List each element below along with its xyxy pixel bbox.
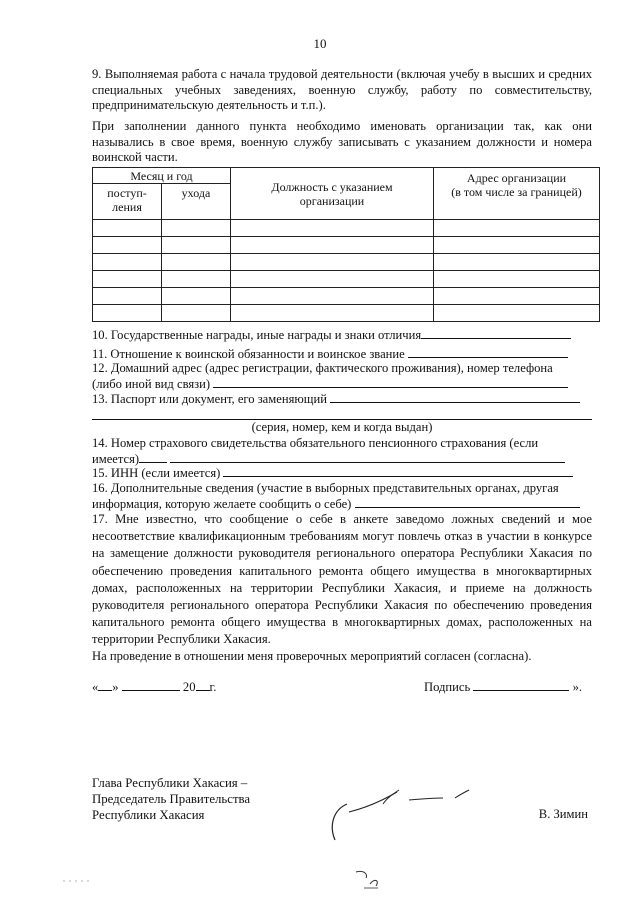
item-16-label: информация, которую желаете сообщить о себе) (92, 497, 352, 511)
item-11-label: 11. Отношение к воинской обязанности и воинское звание (92, 347, 405, 361)
signature-label: Подпись (424, 680, 471, 694)
table-row (93, 254, 600, 271)
cell-address[interactable] (434, 220, 600, 237)
additional-info-field[interactable] (355, 496, 580, 508)
date-line (92, 679, 216, 696)
signature-field[interactable] (473, 679, 569, 691)
date-year-prefix: 20 (182, 680, 196, 694)
inn-field[interactable] (223, 465, 573, 477)
cell-exit[interactable] (162, 237, 231, 254)
cell-exit[interactable] (162, 220, 231, 237)
cell-entry[interactable] (93, 288, 162, 305)
header-position: Должность с указанием организации (231, 168, 434, 220)
signer-name: В. Зимин (538, 807, 588, 821)
cell-entry[interactable] (93, 305, 162, 322)
military-field[interactable] (408, 346, 568, 358)
official-title (92, 775, 352, 823)
table-row (93, 271, 600, 288)
snils-field-a[interactable] (139, 451, 167, 463)
item-9-text: 9. Выполняемая работа с начала трудовой деятельности (включая учебу в высших и средних специальных учебных заведениях, военную службу, работу по совместительству, предпринимательскую деятельность и т.п.). (92, 67, 592, 113)
cell-position[interactable] (231, 271, 434, 288)
item-15-line (92, 465, 592, 482)
header-address: Адрес организации (в том числе за границей) (434, 168, 600, 220)
handwritten-mark (350, 868, 390, 890)
official-title-line2: Председатель Правительства (92, 792, 251, 806)
cell-position[interactable] (231, 288, 434, 305)
item-10-label: 10. Государственные награды, иные награды и знаки отличия (92, 328, 422, 342)
table-row (93, 220, 600, 237)
table-row (93, 305, 600, 322)
item-13-label: 13. Паспорт или документ, его заменяющий (92, 392, 327, 406)
table-row (93, 237, 600, 254)
header-exit: ухода (162, 184, 231, 220)
year-field[interactable] (196, 679, 210, 691)
item-12-line1: 12. Домашний адрес (адрес регистрации, фактического проживания), номер телефона (92, 361, 553, 375)
date-year-suffix: г. (209, 680, 217, 694)
cell-exit[interactable] (162, 271, 231, 288)
item-14-line1: 14. Номер страхового свидетельства обязательного пенсионного страхования (если (92, 436, 539, 450)
item-10-line (92, 327, 592, 344)
consent-text: На проведение в отношении меня проверочных мероприятий согласен (согласна). (92, 649, 532, 663)
cell-address[interactable] (434, 254, 600, 271)
cell-position[interactable] (231, 305, 434, 322)
cell-exit[interactable] (162, 254, 231, 271)
item-15-label: 15. ИНН (если имеется) (92, 466, 221, 480)
page-number: 10 (313, 36, 327, 51)
cell-entry[interactable] (93, 220, 162, 237)
cell-position[interactable] (231, 237, 434, 254)
handwritten-signature (325, 782, 475, 852)
item-17-text: 17. Мне известно, что сообщение о себе в анкете заведомо ложных сведений и мое несоответствие квалификационным требованиям могут повлечь отказ в участии в конкурсе на замещение должности руководителя регионального оператора Республики Хакасия по обеспечению проведения капитального ремонта общего имущества в многоквартирных домах, расположенных на территории Республики Хакасия, и приеме на должность руководителя регионального оператора Республики Хакасия по обеспечению проведения капитального ремонта общего имущества в многоквартирных домах, расположенных на территории Республики Хакасия. (92, 512, 592, 647)
cell-entry[interactable] (93, 237, 162, 254)
month-field[interactable] (122, 679, 180, 691)
scan-specks (62, 878, 90, 884)
date-quote-open: « (92, 680, 99, 694)
date-quote-close: » (112, 680, 119, 694)
table-row (93, 288, 600, 305)
cell-position[interactable] (231, 254, 434, 271)
address-field[interactable] (213, 376, 568, 388)
cell-address[interactable] (434, 288, 600, 305)
header-month-year: Месяц и год (93, 168, 231, 184)
cell-entry[interactable] (93, 271, 162, 288)
cell-address[interactable] (434, 305, 600, 322)
cell-address[interactable] (434, 271, 600, 288)
cell-entry[interactable] (93, 254, 162, 271)
cell-position[interactable] (231, 220, 434, 237)
header-entry: поступ- ления (93, 184, 162, 220)
passport-field[interactable] (330, 391, 580, 403)
signature-line (424, 679, 582, 696)
awards-field[interactable] (421, 327, 571, 339)
item-9-note: При заполнении данного пункта необходимо именовать организации так, как они назывались в свое время, военную службу записывать с указанием должности и номера воинской части. (92, 119, 592, 165)
passport-caption: (серия, номер, кем и когда выдан) (251, 420, 433, 434)
official-title-line3: Республики Хакасия (92, 808, 205, 822)
snils-field[interactable] (170, 451, 565, 463)
day-field[interactable] (98, 679, 112, 691)
item-13-line (92, 391, 592, 408)
work-history-table (92, 167, 600, 322)
cell-exit[interactable] (162, 288, 231, 305)
item-14-label: имеется) (92, 452, 140, 466)
item-12-label: (либо иной вид связи) (92, 377, 211, 391)
cell-address[interactable] (434, 237, 600, 254)
cell-exit[interactable] (162, 305, 231, 322)
signature-end: ». (572, 680, 583, 694)
official-title-line1: Глава Республики Хакасия – (92, 776, 248, 790)
item-16-line1: 16. Дополнительные сведения (участие в выборных представительных органах, другая (92, 481, 559, 495)
